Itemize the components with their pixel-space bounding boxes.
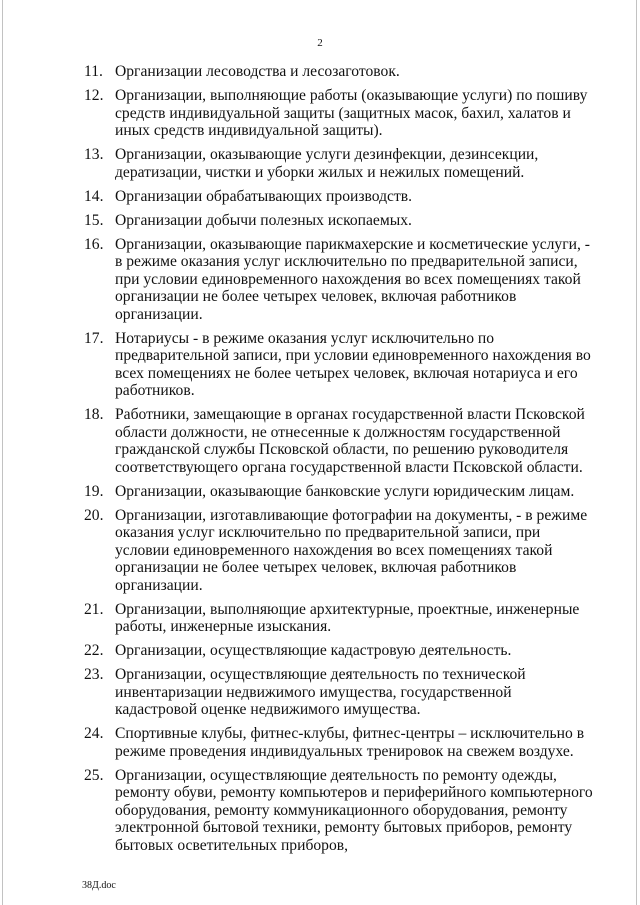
list-item-text: Организации, осуществляющие деятельность по ремонту одежды, ремонту обуви, ремонту компьютеров и периферийного компьютерного оборудования, ремонту коммуникационного оборудования, ремонту электронной бытовой техники, ремонту бытовых приборов, ремонту бытовых осветительных приборов,: [115, 766, 593, 854]
list-item-text: Организации добычи полезных ископаемых.: [115, 211, 412, 229]
list-item-text: Работники, замещающие в органах государственной власти Псковской области должности, не отнесенные к должностям государственной гражданской службы Псковской области, по решению руководителя соответствующего органа государственной власти Псковской области.: [115, 406, 585, 476]
list-item-text: Организации, выполняющие архитектурные, проектные, инженерные работы, инженерные изыскания.: [115, 600, 580, 635]
list-item-number: 17.: [84, 329, 104, 347]
list-item-number: 18.: [84, 406, 104, 423]
list-item: [84, 236, 596, 324]
list-item: [84, 767, 596, 855]
page-number: 2: [317, 37, 323, 49]
list-item: [84, 507, 596, 595]
list-item: [84, 330, 596, 400]
list-item-text: Организации обрабатывающих производств.: [115, 187, 413, 205]
list-item-text: Организации, оказывающие парикмахерские и косметические услуги, - в режиме оказания услуг исключительно по предварительной записи, при условии единовременного нахождения во всех помещениях такой организации не более четырех человек, включая работников организации.: [115, 235, 590, 323]
list-item-number: 21.: [84, 600, 104, 618]
list-item-number: 11.: [84, 63, 103, 80]
list-item-number: 20.: [84, 506, 104, 524]
list-item: [84, 725, 596, 760]
list-item-text: Организации, осуществляющие деятельность по технической инвентаризации недвижимого имущества, государственной кадастровой оценке недвижимого имущества.: [115, 666, 526, 718]
list-item: [84, 406, 596, 476]
list-item-text: Спортивные клубы, фитнес-клубы, фитнес-центры – исключительно в режиме проведения индивидуальных тренировок на свежем воздухе.: [115, 725, 585, 760]
list-item-text: Организации, изготавливающие фотографии на документы, - в режиме оказания услуг исключительно по предварительной записи, при условии единовременного нахождения во всех помещениях такой организации не более четырех человек, включая работников организации.: [115, 506, 588, 594]
list-item-number: 23.: [84, 666, 104, 683]
list-item-number: 15.: [84, 211, 104, 229]
list-item: [84, 146, 596, 181]
list-item-text: Организации, выполняющие работы (оказывающие услуги) по пошиву средств индивидуальной защиты (защитных масок, бахил, халатов и иных средств индивидуальной защиты).: [115, 87, 588, 139]
list-item-number: 24.: [84, 725, 104, 742]
list-item: [84, 63, 596, 81]
scan-edge-left: [2, 0, 3, 905]
list-item-text: Организации лесоводства и лесозаготовок.: [115, 63, 400, 80]
list-item-number: 25.: [84, 766, 104, 784]
list-item-text: Нотариусы - в режиме оказания услуг исключительно по предварительной записи, при условии единовременного нахождения во всех помещениях не более четырех человек, включая нотариуса и его работников.: [115, 329, 591, 399]
list-item-number: 13.: [84, 146, 104, 163]
list-item-number: 19.: [84, 482, 104, 500]
list-item-text: Организации, осуществляющие кадастровую деятельность.: [115, 642, 512, 659]
file-name-footer: 38Д.doc: [82, 880, 116, 891]
list-item-text: Организации, оказывающие банковские услуги юридическим лицам.: [115, 482, 575, 500]
list-item: [84, 642, 596, 660]
list-item: [84, 188, 596, 206]
list-item-text: Организации, оказывающие услуги дезинфекции, дезинсекции, дератизации, чистки и уборки жилых и нежилых помещений.: [115, 146, 539, 181]
scan-edge-right: [636, 0, 637, 905]
list-item-number: 12.: [84, 87, 104, 104]
list-item: [84, 483, 596, 501]
list-item-number: 22.: [84, 642, 104, 659]
list-item-number: 16.: [84, 235, 104, 253]
list-item: [84, 601, 596, 636]
list-item: [84, 212, 596, 230]
list-item-number: 14.: [84, 187, 104, 205]
numbered-list: [84, 63, 596, 861]
list-item: [84, 666, 596, 719]
list-item: [84, 87, 596, 140]
